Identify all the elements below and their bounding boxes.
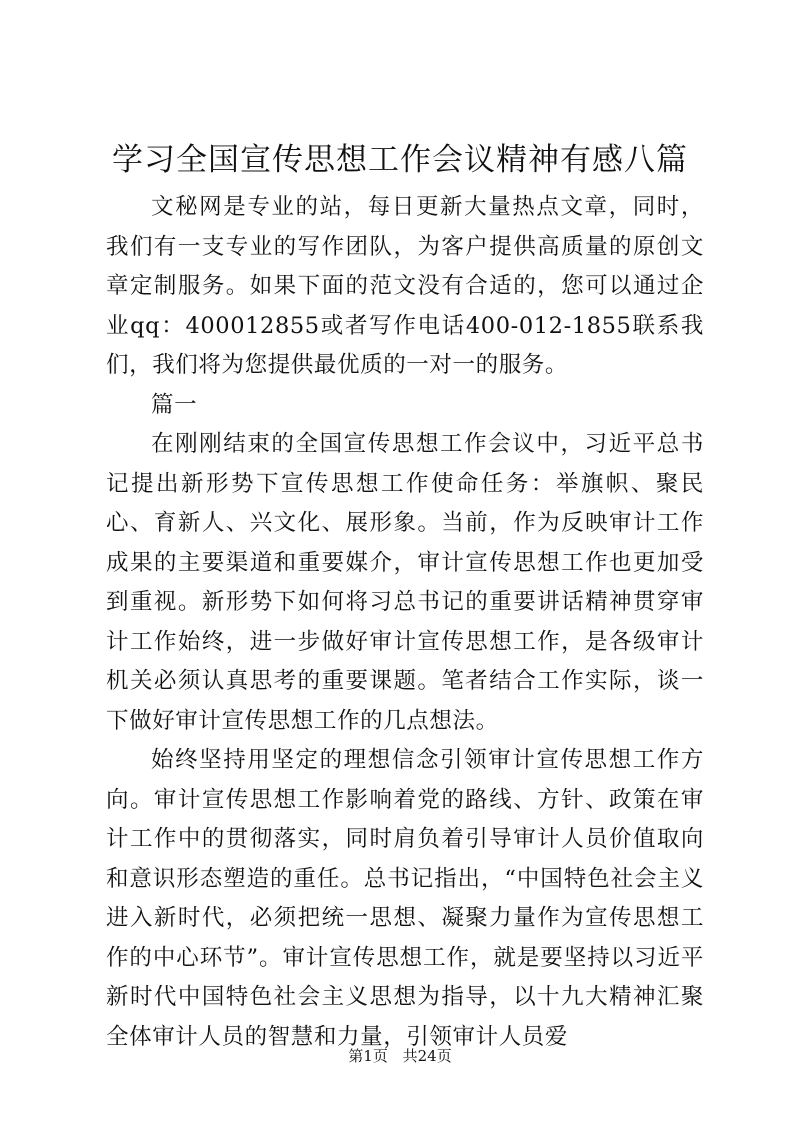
page-footer [0, 1046, 800, 1066]
intro-paragraph: 文秘网是专业的站，每日更新大量热点文章，同时，我们有一支专业的写作团队，为客户提供高质量的原创文章定制服务。如果下面的范文没有合适的，您可以通过企业qq：400012855或者写作电话400-012-1855联系我们，我们将为您提供最优质的一对一的服务。 [106, 194, 704, 378]
section-heading: 篇一 [151, 391, 198, 418]
document-body [106, 188, 704, 1057]
body-paragraph: 在刚刚结束的全国宣传思想工作会议中，习近平总书记提出新形势下宣传思想工作使命任务：举旗帜、聚民心、育新人、兴文化、展形象。当前，作为反映审计工作成果的主要渠道和重要媒介，审计宣传思想工作也更加受到重视。新形势下如何将习总书记的重要讲话精神贯穿审计工作始终，进一步做好审计宣传思想工作，是各级审计机关必须认真思考的重要课题。笔者结合工作实际，谈一下做好审计宣传思想工作的几点想法。 [106, 431, 704, 734]
page-number: 第1页 [348, 1047, 388, 1065]
body-paragraph: 始终坚持用坚定的理想信念引领审计宣传思想工作方向。审计宣传思想工作影响着党的路线、方针、政策在审计工作中的贯彻落实，同时肩负着引导审计人员价值取向和意识形态塑造的重任。总书记指出，“中国特色社会主义进入新时代，必须把统一思想、凝聚力量作为宣传思想工作的中心环节”。审计宣传思想工作，就是要坚持以习近平新时代中国特色社会主义思想为指导，以十九大精神汇聚全体审计人员的智慧和力量，引领审计人员爱 [106, 747, 704, 1050]
document-title: 学习全国宣传思想工作会议精神有感八篇 [112, 142, 688, 178]
page-total: 共24页 [402, 1047, 452, 1065]
